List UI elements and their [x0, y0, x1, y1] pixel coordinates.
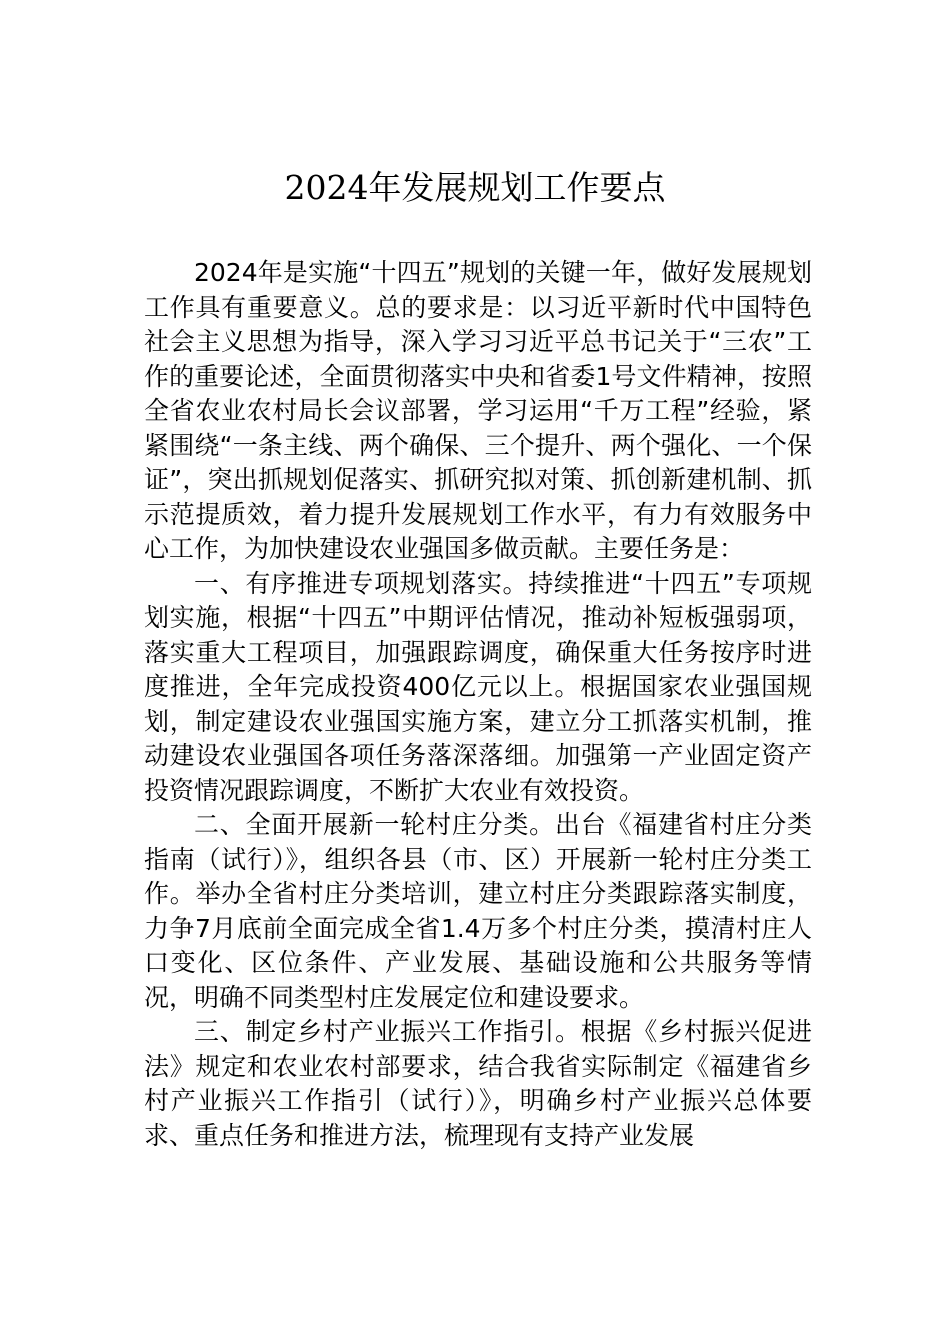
- paragraph-task-2: 二、全面开展新一轮村庄分类。出台《福建省村庄分类指南（试行）》，组织各县（市、区）开展新一轮村庄分类工作。举办全省村庄分类培训，建立村庄分类跟踪落实制度，力争7月底前全面完成全省1.4万多个村庄分类，摸清村庄人口变化、区位条件、产业发展、基础设施和公共服务等情况，明确不同类型村庄发展定位和建设要求。: [144, 810, 812, 1012]
- paragraph-task-3: 三、制定乡村产业振兴工作指引。根据《乡村振兴促进法》规定和农业农村部要求，结合我省实际制定《福建省乡村产业振兴工作指引（试行）》，明确乡村产业振兴总体要求、重点任务和推进方法，梳理现有支持产业发展: [144, 1017, 812, 1150]
- paragraph-intro: 2024年是实施“十四五”规划的关键一年，做好发展规划工作具有重要意义。总的要求是：以习近平新时代中国特色社会主义思想为指导，深入学习习近平总书记关于“三农”工作的重要论述，全面贯彻落实中央和省委1号文件精神，按照全省农业农村局长会议部署，学习运用“千万工程”经验，紧紧围绕“一条主线、两个确保、三个提升、两个强化、一个保证”，突出抓规划促落实、抓研究拟对策、抓创新建机制、抓示范提质效，着力提升发展规划工作水平，有力有效服务中心工作，为加快建设农业强国多做贡献。主要任务是：: [144, 258, 812, 563]
- document-title: 2024年发展规划工作要点: [284, 168, 666, 207]
- document-body: [144, 256, 812, 1153]
- paragraph-task-1: 一、有序推进专项规划落实。持续推进“十四五”专项规划实施，根据“十四五”中期评估情况，推动补短板强弱项，落实重大工程项目，加强跟踪调度，确保重大任务按序时进度推进，全年完成投资400亿元以上。根据国家农业强国规划，制定建设农业强国实施方案，建立分工抓落实机制，推动建设农业强国各项任务落深落细。加强第一产业固定资产投资情况跟踪调度，不断扩大农业有效投资。: [144, 568, 812, 805]
